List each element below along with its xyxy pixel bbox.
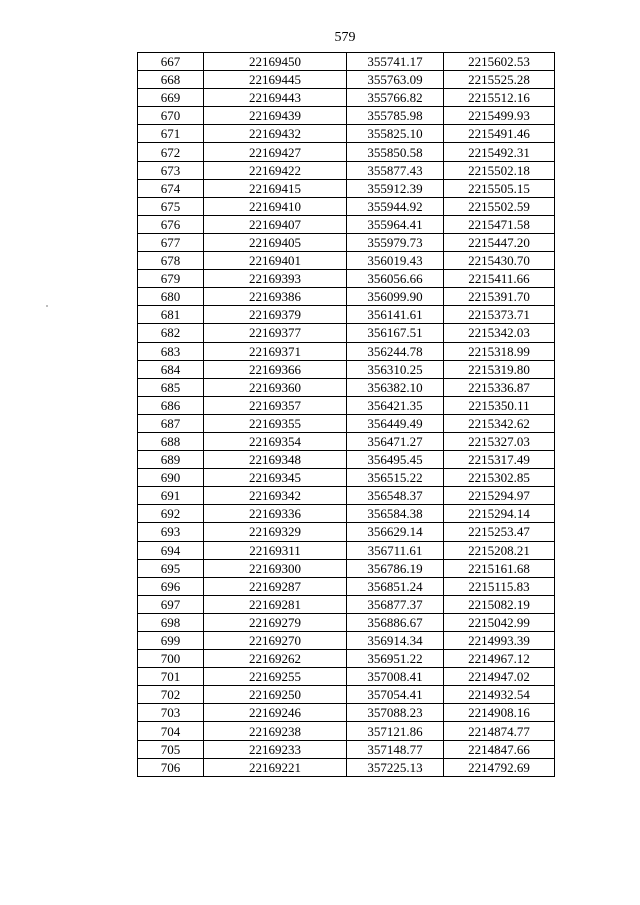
x-coordinate-cell: 355766.82 xyxy=(347,89,444,107)
table-row xyxy=(138,668,555,686)
table-row xyxy=(138,523,555,541)
x-coordinate-cell: 357008.41 xyxy=(347,668,444,686)
table-row xyxy=(138,451,555,469)
x-coordinate-cell: 357054.41 xyxy=(347,686,444,704)
table-row xyxy=(138,559,555,577)
x-coordinate-cell: 357121.86 xyxy=(347,722,444,740)
table-row xyxy=(138,704,555,722)
y-coordinate-cell: 2215502.59 xyxy=(444,197,555,215)
y-coordinate-cell: 2215042.99 xyxy=(444,613,555,631)
row-number-cell: 671 xyxy=(138,125,204,143)
y-coordinate-cell: 2215602.53 xyxy=(444,53,555,71)
x-coordinate-cell: 355877.43 xyxy=(347,161,444,179)
table-row xyxy=(138,360,555,378)
x-coordinate-cell: 355944.92 xyxy=(347,197,444,215)
table-row xyxy=(138,740,555,758)
table-row xyxy=(138,487,555,505)
y-coordinate-cell: 2214908.16 xyxy=(444,704,555,722)
row-number-cell: 676 xyxy=(138,215,204,233)
y-coordinate-cell: 2215294.97 xyxy=(444,487,555,505)
point-id-cell: 22169371 xyxy=(204,342,347,360)
point-id-cell: 22169450 xyxy=(204,53,347,71)
table-row xyxy=(138,414,555,432)
table-row xyxy=(138,252,555,270)
point-id-cell: 22169415 xyxy=(204,179,347,197)
row-number-cell: 683 xyxy=(138,342,204,360)
row-number-cell: 678 xyxy=(138,252,204,270)
row-number-cell: 684 xyxy=(138,360,204,378)
x-coordinate-cell: 355825.10 xyxy=(347,125,444,143)
table-row xyxy=(138,89,555,107)
y-coordinate-cell: 2215430.70 xyxy=(444,252,555,270)
x-coordinate-cell: 356099.90 xyxy=(347,288,444,306)
table-row xyxy=(138,595,555,613)
row-number-cell: 674 xyxy=(138,179,204,197)
x-coordinate-cell: 357148.77 xyxy=(347,740,444,758)
x-coordinate-cell: 355979.73 xyxy=(347,233,444,251)
point-id-cell: 22169443 xyxy=(204,89,347,107)
row-number-cell: 670 xyxy=(138,107,204,125)
table-row xyxy=(138,686,555,704)
point-id-cell: 22169336 xyxy=(204,505,347,523)
point-id-cell: 22169405 xyxy=(204,233,347,251)
row-number-cell: 704 xyxy=(138,722,204,740)
point-id-cell: 22169250 xyxy=(204,686,347,704)
row-number-cell: 688 xyxy=(138,432,204,450)
y-coordinate-cell: 2214932.54 xyxy=(444,686,555,704)
x-coordinate-cell: 357225.13 xyxy=(347,758,444,776)
point-id-cell: 22169279 xyxy=(204,613,347,631)
row-number-cell: 693 xyxy=(138,523,204,541)
point-id-cell: 22169432 xyxy=(204,125,347,143)
x-coordinate-cell: 356471.27 xyxy=(347,432,444,450)
row-number-cell: 679 xyxy=(138,270,204,288)
y-coordinate-cell: 2215208.21 xyxy=(444,541,555,559)
table-row xyxy=(138,107,555,125)
y-coordinate-cell: 2215499.93 xyxy=(444,107,555,125)
y-coordinate-cell: 2215336.87 xyxy=(444,378,555,396)
y-coordinate-cell: 2215373.71 xyxy=(444,306,555,324)
point-id-cell: 22169410 xyxy=(204,197,347,215)
x-coordinate-cell: 356786.19 xyxy=(347,559,444,577)
row-number-cell: 668 xyxy=(138,71,204,89)
x-coordinate-cell: 356548.37 xyxy=(347,487,444,505)
x-coordinate-cell: 356951.22 xyxy=(347,650,444,668)
point-id-cell: 22169281 xyxy=(204,595,347,613)
y-coordinate-cell: 2215302.85 xyxy=(444,469,555,487)
coordinates-table-body xyxy=(138,53,555,777)
x-coordinate-cell: 356167.51 xyxy=(347,324,444,342)
x-coordinate-cell: 356711.61 xyxy=(347,541,444,559)
row-number-cell: 689 xyxy=(138,451,204,469)
y-coordinate-cell: 2215505.15 xyxy=(444,179,555,197)
y-coordinate-cell: 2215447.20 xyxy=(444,233,555,251)
table-row xyxy=(138,577,555,595)
y-coordinate-cell: 2214993.39 xyxy=(444,632,555,650)
point-id-cell: 22169311 xyxy=(204,541,347,559)
x-coordinate-cell: 356056.66 xyxy=(347,270,444,288)
table-row xyxy=(138,71,555,89)
row-number-cell: 675 xyxy=(138,197,204,215)
table-row xyxy=(138,432,555,450)
x-coordinate-cell: 356141.61 xyxy=(347,306,444,324)
point-id-cell: 22169377 xyxy=(204,324,347,342)
point-id-cell: 22169379 xyxy=(204,306,347,324)
table-row xyxy=(138,197,555,215)
x-coordinate-cell: 356244.78 xyxy=(347,342,444,360)
row-number-cell: 696 xyxy=(138,577,204,595)
y-coordinate-cell: 2215502.18 xyxy=(444,161,555,179)
y-coordinate-cell: 2215342.03 xyxy=(444,324,555,342)
row-number-cell: 695 xyxy=(138,559,204,577)
table-row xyxy=(138,53,555,71)
scan-speck xyxy=(46,305,48,307)
y-coordinate-cell: 2215342.62 xyxy=(444,414,555,432)
x-coordinate-cell: 356449.49 xyxy=(347,414,444,432)
x-coordinate-cell: 356629.14 xyxy=(347,523,444,541)
row-number-cell: 705 xyxy=(138,740,204,758)
row-number-cell: 701 xyxy=(138,668,204,686)
x-coordinate-cell: 355741.17 xyxy=(347,53,444,71)
point-id-cell: 22169427 xyxy=(204,143,347,161)
point-id-cell: 22169342 xyxy=(204,487,347,505)
point-id-cell: 22169357 xyxy=(204,396,347,414)
table-row xyxy=(138,233,555,251)
point-id-cell: 22169439 xyxy=(204,107,347,125)
row-number-cell: 700 xyxy=(138,650,204,668)
x-coordinate-cell: 355964.41 xyxy=(347,215,444,233)
x-coordinate-cell: 356851.24 xyxy=(347,577,444,595)
point-id-cell: 22169233 xyxy=(204,740,347,758)
y-coordinate-cell: 2215525.28 xyxy=(444,71,555,89)
point-id-cell: 22169407 xyxy=(204,215,347,233)
x-coordinate-cell: 356382.10 xyxy=(347,378,444,396)
row-number-cell: 677 xyxy=(138,233,204,251)
y-coordinate-cell: 2215512.16 xyxy=(444,89,555,107)
x-coordinate-cell: 356495.45 xyxy=(347,451,444,469)
table-row xyxy=(138,378,555,396)
point-id-cell: 22169270 xyxy=(204,632,347,650)
table-row xyxy=(138,179,555,197)
y-coordinate-cell: 2214947.02 xyxy=(444,668,555,686)
y-coordinate-cell: 2214847.66 xyxy=(444,740,555,758)
y-coordinate-cell: 2215411.66 xyxy=(444,270,555,288)
x-coordinate-cell: 356421.35 xyxy=(347,396,444,414)
y-coordinate-cell: 2215082.19 xyxy=(444,595,555,613)
y-coordinate-cell: 2215327.03 xyxy=(444,432,555,450)
x-coordinate-cell: 355763.09 xyxy=(347,71,444,89)
point-id-cell: 22169366 xyxy=(204,360,347,378)
table-row xyxy=(138,632,555,650)
x-coordinate-cell: 356877.37 xyxy=(347,595,444,613)
table-row xyxy=(138,541,555,559)
point-id-cell: 22169255 xyxy=(204,668,347,686)
row-number-cell: 703 xyxy=(138,704,204,722)
y-coordinate-cell: 2215317.49 xyxy=(444,451,555,469)
table-row xyxy=(138,505,555,523)
x-coordinate-cell: 356584.38 xyxy=(347,505,444,523)
table-row xyxy=(138,758,555,776)
row-number-cell: 687 xyxy=(138,414,204,432)
point-id-cell: 22169345 xyxy=(204,469,347,487)
y-coordinate-cell: 2215319.80 xyxy=(444,360,555,378)
row-number-cell: 706 xyxy=(138,758,204,776)
row-number-cell: 692 xyxy=(138,505,204,523)
table-row xyxy=(138,613,555,631)
table-row xyxy=(138,288,555,306)
y-coordinate-cell: 2215161.68 xyxy=(444,559,555,577)
point-id-cell: 22169221 xyxy=(204,758,347,776)
point-id-cell: 22169246 xyxy=(204,704,347,722)
table-row xyxy=(138,469,555,487)
row-number-cell: 681 xyxy=(138,306,204,324)
table-row xyxy=(138,722,555,740)
y-coordinate-cell: 2215294.14 xyxy=(444,505,555,523)
x-coordinate-cell: 355785.98 xyxy=(347,107,444,125)
y-coordinate-cell: 2215115.83 xyxy=(444,577,555,595)
y-coordinate-cell: 2215253.47 xyxy=(444,523,555,541)
y-coordinate-cell: 2214967.12 xyxy=(444,650,555,668)
row-number-cell: 702 xyxy=(138,686,204,704)
point-id-cell: 22169445 xyxy=(204,71,347,89)
table-row xyxy=(138,650,555,668)
x-coordinate-cell: 356914.34 xyxy=(347,632,444,650)
point-id-cell: 22169386 xyxy=(204,288,347,306)
table-row xyxy=(138,161,555,179)
y-coordinate-cell: 2215471.58 xyxy=(444,215,555,233)
row-number-cell: 686 xyxy=(138,396,204,414)
row-number-cell: 697 xyxy=(138,595,204,613)
table-row xyxy=(138,143,555,161)
point-id-cell: 22169401 xyxy=(204,252,347,270)
row-number-cell: 682 xyxy=(138,324,204,342)
point-id-cell: 22169300 xyxy=(204,559,347,577)
table-row xyxy=(138,125,555,143)
x-coordinate-cell: 355850.58 xyxy=(347,143,444,161)
y-coordinate-cell: 2215318.99 xyxy=(444,342,555,360)
point-id-cell: 22169287 xyxy=(204,577,347,595)
table-row xyxy=(138,342,555,360)
table-row xyxy=(138,324,555,342)
y-coordinate-cell: 2215492.31 xyxy=(444,143,555,161)
row-number-cell: 685 xyxy=(138,378,204,396)
row-number-cell: 691 xyxy=(138,487,204,505)
point-id-cell: 22169360 xyxy=(204,378,347,396)
table-row xyxy=(138,215,555,233)
x-coordinate-cell: 356310.25 xyxy=(347,360,444,378)
x-coordinate-cell: 356019.43 xyxy=(347,252,444,270)
page-number: 579 xyxy=(334,30,356,45)
table-row xyxy=(138,396,555,414)
table-row xyxy=(138,270,555,288)
row-number-cell: 690 xyxy=(138,469,204,487)
row-number-cell: 694 xyxy=(138,541,204,559)
coordinates-table xyxy=(137,52,555,777)
y-coordinate-cell: 2215350.11 xyxy=(444,396,555,414)
row-number-cell: 673 xyxy=(138,161,204,179)
row-number-cell: 680 xyxy=(138,288,204,306)
x-coordinate-cell: 355912.39 xyxy=(347,179,444,197)
point-id-cell: 22169238 xyxy=(204,722,347,740)
row-number-cell: 672 xyxy=(138,143,204,161)
row-number-cell: 667 xyxy=(138,53,204,71)
point-id-cell: 22169355 xyxy=(204,414,347,432)
table-row xyxy=(138,306,555,324)
row-number-cell: 699 xyxy=(138,632,204,650)
point-id-cell: 22169329 xyxy=(204,523,347,541)
x-coordinate-cell: 357088.23 xyxy=(347,704,444,722)
y-coordinate-cell: 2215391.70 xyxy=(444,288,555,306)
y-coordinate-cell: 2214874.77 xyxy=(444,722,555,740)
y-coordinate-cell: 2215491.46 xyxy=(444,125,555,143)
point-id-cell: 22169262 xyxy=(204,650,347,668)
y-coordinate-cell: 2214792.69 xyxy=(444,758,555,776)
x-coordinate-cell: 356515.22 xyxy=(347,469,444,487)
row-number-cell: 698 xyxy=(138,613,204,631)
row-number-cell: 669 xyxy=(138,89,204,107)
x-coordinate-cell: 356886.67 xyxy=(347,613,444,631)
point-id-cell: 22169348 xyxy=(204,451,347,469)
point-id-cell: 22169422 xyxy=(204,161,347,179)
point-id-cell: 22169354 xyxy=(204,432,347,450)
point-id-cell: 22169393 xyxy=(204,270,347,288)
